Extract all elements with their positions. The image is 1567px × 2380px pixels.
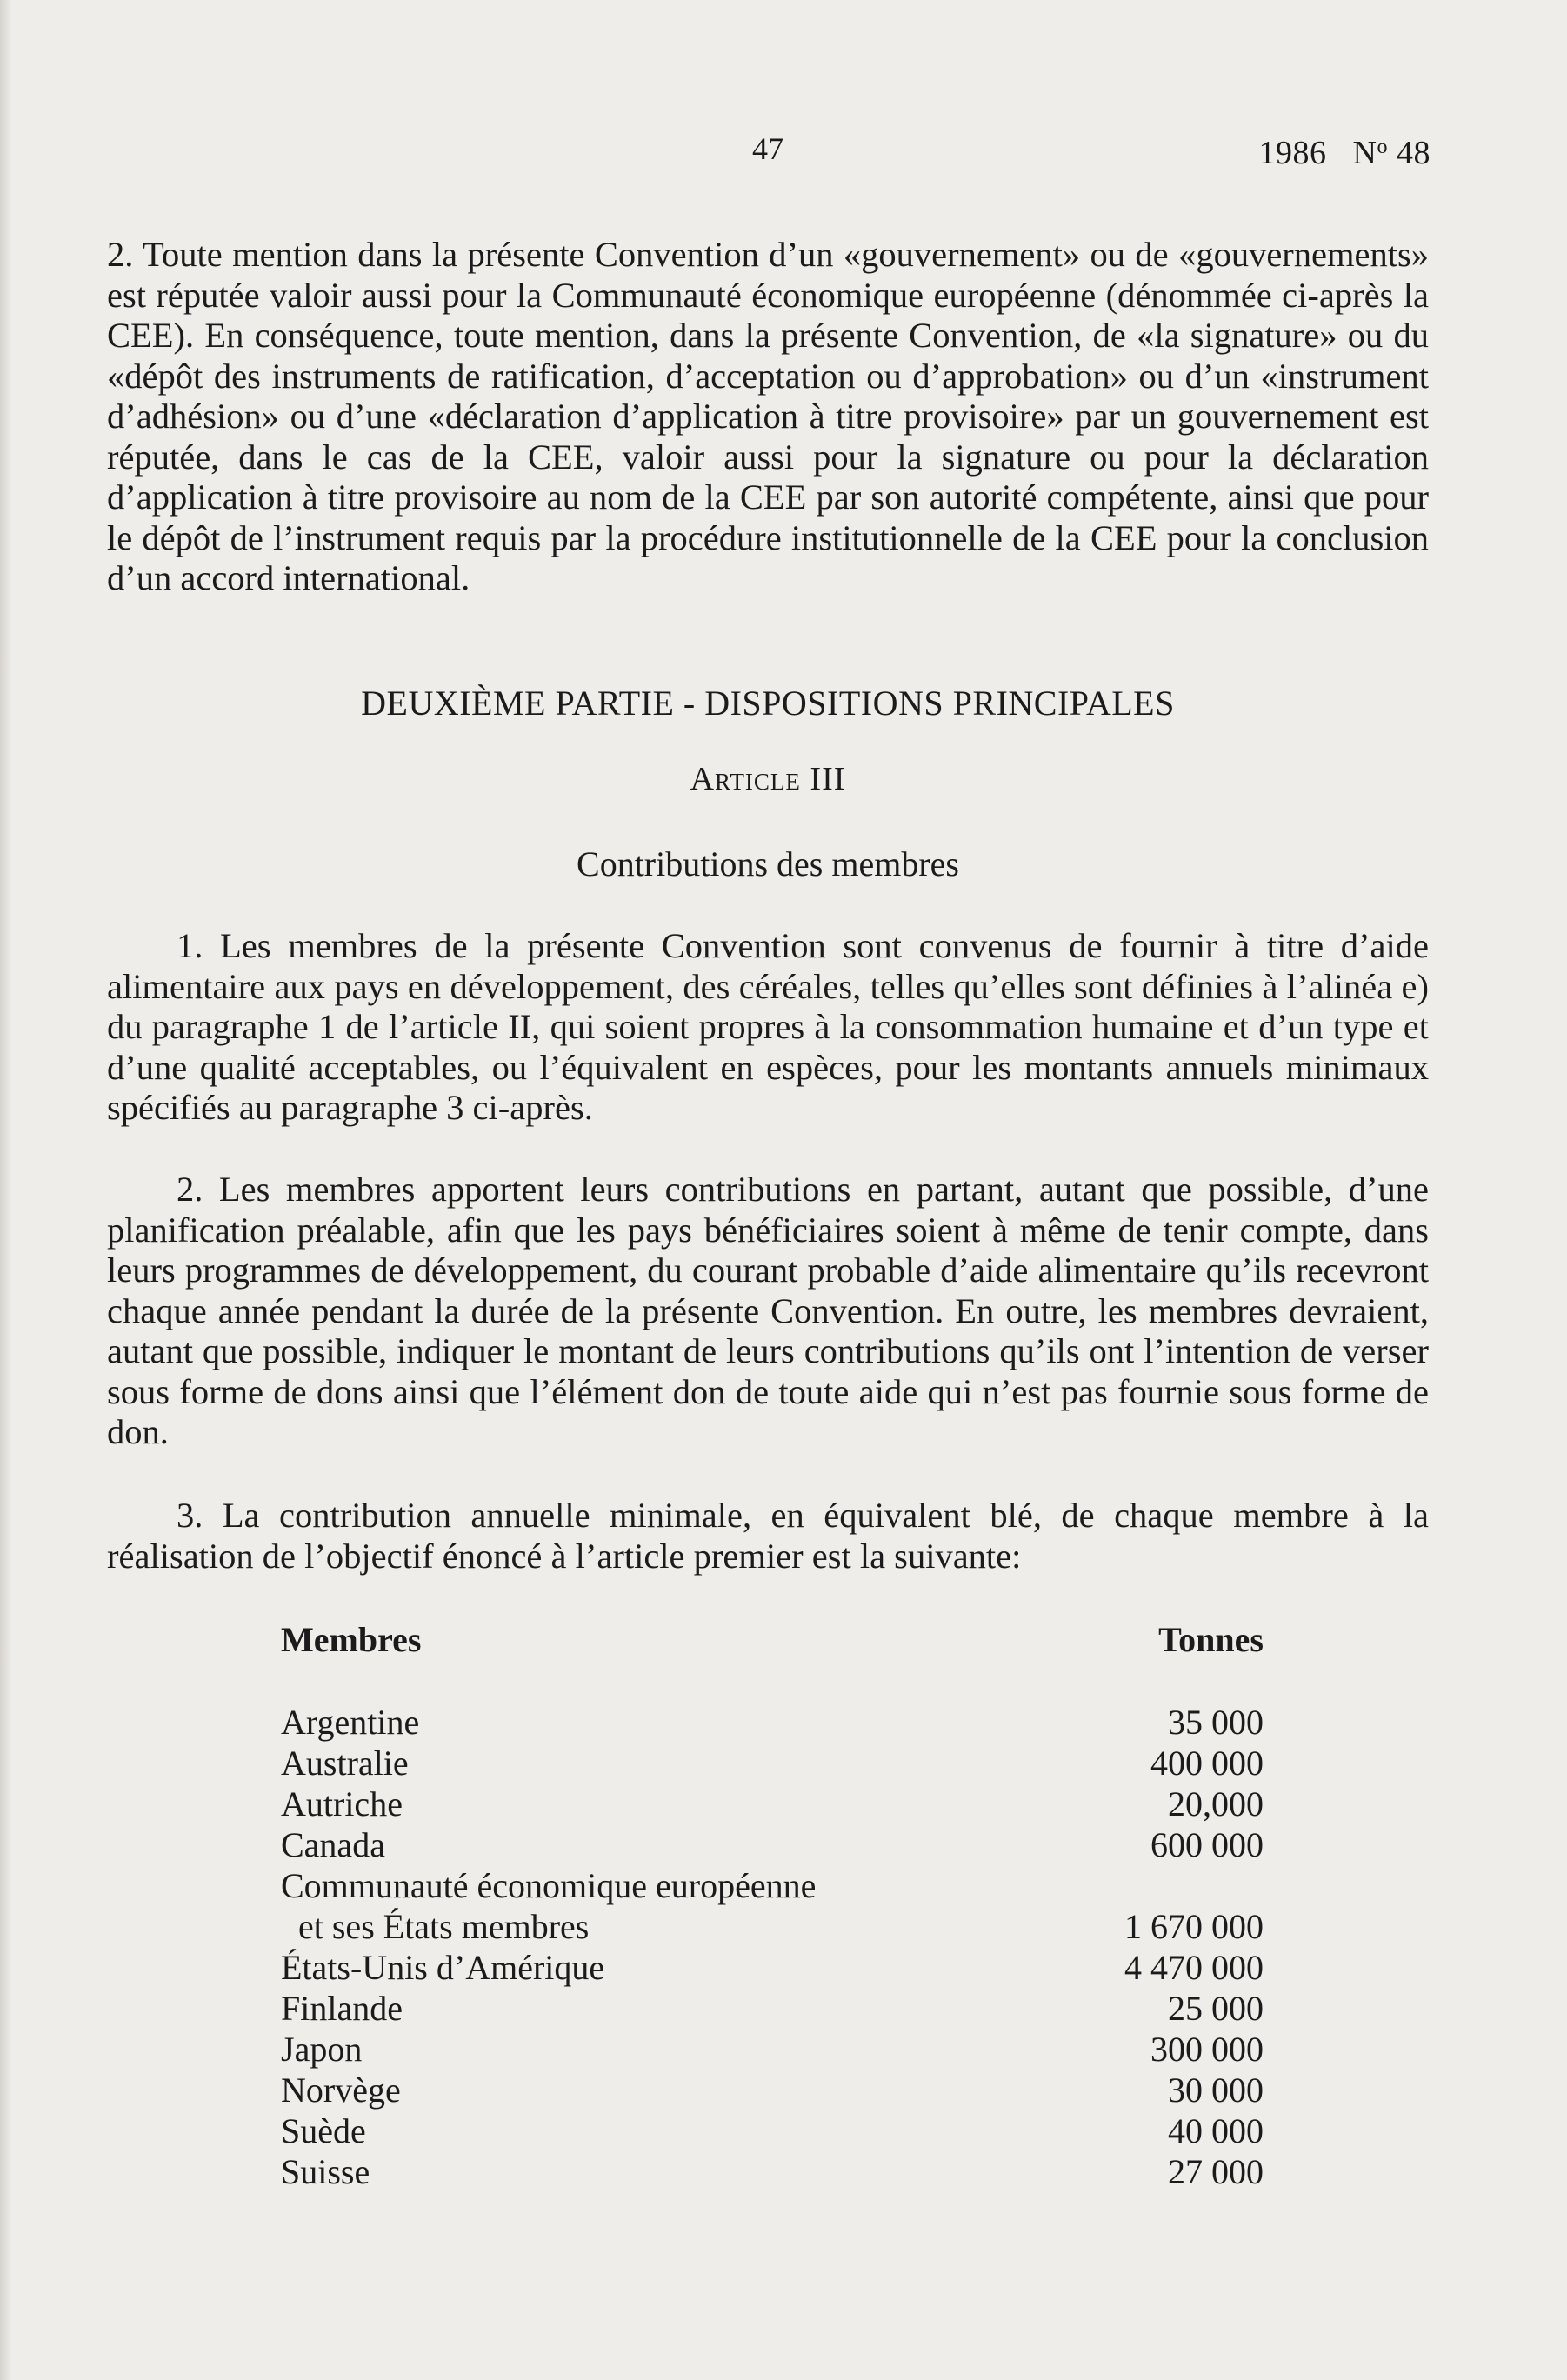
section-title: Contributions des membres xyxy=(577,844,959,883)
table-body xyxy=(281,1702,1264,2192)
article-3-paragraph-2: 2. Les membres apportent leurs contributions en partant, autant que possible, d’une planification préalable, afin que les pays bénéficiaires soient à même de tenir compte, dans leurs programmes de développement, du courant probable d’aide alimentaire qu’ils recevront chaque année pendant la durée de la présente Convention. En outre, les membres devraient, autant que possible, indiquer le montant de leurs contributions qu’ils ont l’intention de verser sous forme de dons ainsi que l’élément don de toute aide qui n’est pas fournie sous forme de don. xyxy=(107,1170,1429,1451)
member-name: Finlande xyxy=(281,1989,403,2028)
member-tonnes: 600 000 xyxy=(1150,1825,1264,1864)
page-edge xyxy=(0,0,12,2380)
member-tonnes: 400 000 xyxy=(1150,1743,1264,1783)
member-name-line-2-text: et ses États membres xyxy=(298,1907,590,1946)
table-row xyxy=(281,1783,1264,1824)
table-row xyxy=(281,2029,1264,2070)
member-tonnes: 27 000 xyxy=(1168,2152,1264,2191)
member-name: Suisse xyxy=(281,2152,370,2191)
member-name-line-1: Communauté économique européenne xyxy=(281,1866,817,1905)
member-name: Norvège xyxy=(281,2070,401,2110)
table-row xyxy=(281,2110,1264,2151)
member-name: États-Unis d’Amérique xyxy=(281,1948,605,1987)
page-number: 47 xyxy=(752,131,784,166)
table-row xyxy=(281,1947,1264,1988)
column-header-tonnes: Tonnes xyxy=(1158,1620,1264,1659)
table-row xyxy=(281,1865,1264,1947)
member-name-line-2 xyxy=(281,1906,816,1947)
member-name xyxy=(281,1865,816,1947)
table-row xyxy=(281,2151,1264,2192)
member-tonnes: 300 000 xyxy=(1150,2030,1264,2069)
table-row xyxy=(281,1702,1264,1743)
document-page xyxy=(107,0,1429,2380)
member-tonnes: 4 470 000 xyxy=(1124,1948,1264,1987)
reference-number-sup: o xyxy=(1377,136,1388,158)
member-tonnes: 30 000 xyxy=(1168,2070,1264,2110)
table-row xyxy=(281,1743,1264,1783)
member-name: Canada xyxy=(281,1825,385,1864)
table-row xyxy=(281,2070,1264,2110)
member-name: Australie xyxy=(281,1743,409,1783)
reference-number: 48 xyxy=(1397,135,1430,171)
part-title: DEUXIÈME PARTIE - DISPOSITIONS PRINCIPALES xyxy=(361,683,1175,723)
member-tonnes: 35 000 xyxy=(1168,1703,1264,1742)
paragraph-2: 2. Toute mention dans la présente Convention d’un «gouvernement» ou de «gouvernements» est réputée valoir aussi pour la Communauté économique européenne (dénommée ci-après la CEE). En conséquence, toute mention, dans la présente Convention, de «la signature» ou du «dépôt des instruments de ratification, d’acceptation ou d’approbation» ou d’un «instrument d’adhésion» ou d’une «déclaration d’application à titre provisoire» par un gouvernement est réputée, dans le cas de la CEE, valoir aussi pour la signature ou pour la déclaration d’application à titre provisoire au nom de la CEE par son autorité compétente, ainsi que pour le dépôt de l’instrument requis par la procédure institutionnelle de la CEE pour la conclusion d’un accord international. xyxy=(107,235,1429,597)
document-reference xyxy=(1259,134,1430,172)
article-3-paragraph-1: 1. Les membres de la présente Convention sont convenus de fournir à titre d’aide alimentaire aux pays en développement, des céréales, telles qu’elles sont définies à l’alinéa e) du paragraphe 1 de l’article II, qui soient propres à la consommation humaine et d’un type et d’une qualité acceptables, ou l’équivalent en espèces, pour les montants annuels minimaux spécifiés au paragraphe 3 ci-après. xyxy=(107,926,1429,1127)
member-name: Argentine xyxy=(281,1703,420,1742)
member-name: Autriche xyxy=(281,1784,403,1823)
article-3-paragraph-3: 3. La contribution annuelle minimale, en équivalent blé, de chaque membre à la réalisation de l’objectif énoncé à l’article premier est la suivante: xyxy=(107,1496,1429,1576)
member-name: Suède xyxy=(281,2111,366,2150)
member-tonnes: 40 000 xyxy=(1168,2111,1264,2150)
table-row xyxy=(281,1988,1264,2029)
member-tonnes: 1 670 000 xyxy=(1124,1907,1264,1946)
reference-year: 1986 xyxy=(1258,135,1327,171)
table-header xyxy=(281,1619,1264,1675)
member-tonnes: 25 000 xyxy=(1168,1989,1264,2028)
contributions-table xyxy=(281,1619,1264,2191)
reference-number-prefix: N xyxy=(1352,135,1377,171)
table-row xyxy=(281,1824,1264,1865)
column-header-members: Membres xyxy=(281,1620,422,1659)
article-title: Article III xyxy=(690,761,846,797)
member-name: Japon xyxy=(281,2030,363,2069)
member-tonnes: 20,000 xyxy=(1168,1784,1264,1823)
